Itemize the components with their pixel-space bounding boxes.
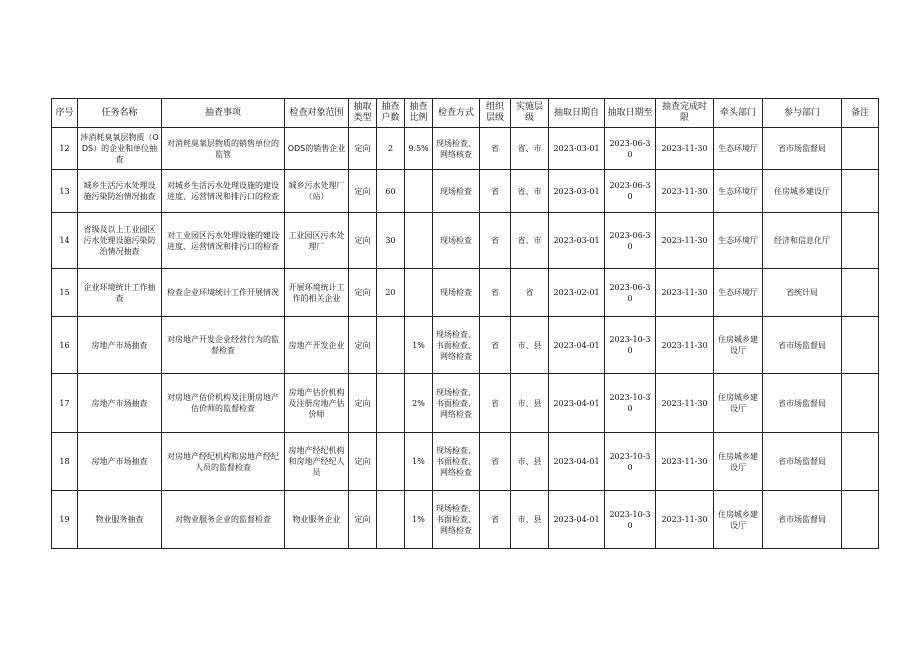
cell-method: 现场检查: [433, 269, 480, 317]
cell-task: 省级及以上工业园区污水处理设施污染防治情况抽查: [78, 213, 162, 269]
cell-count: 30: [377, 213, 405, 269]
cell-start: 2023-04-01: [549, 491, 605, 549]
header-partner: 参与部门: [763, 99, 842, 128]
cell-level: 省: [480, 170, 511, 213]
header-scope: 检查对象范围: [285, 99, 349, 128]
cell-scope: 开展环境统计工作的相关企业: [285, 269, 349, 317]
cell-note: [842, 491, 879, 549]
cell-seq: 16: [52, 317, 78, 374]
table-row: [52, 433, 879, 491]
cell-scope: 工业园区污水处理厂: [285, 213, 349, 269]
cell-deadline: 2023-11-30: [656, 128, 714, 170]
cell-deadline: 2023-11-30: [656, 374, 714, 433]
cell-count: 60: [377, 170, 405, 213]
cell-ratio: 9.5%: [405, 128, 433, 170]
cell-count: [377, 433, 405, 491]
cell-ratio: [405, 170, 433, 213]
cell-lead: 住房城乡建设厅: [714, 374, 763, 433]
cell-level: 省: [480, 374, 511, 433]
cell-method: 现场检查、书面检查、网络检查: [433, 374, 480, 433]
table-row: [52, 128, 879, 170]
cell-start: 2023-04-01: [549, 374, 605, 433]
cell-seq: 17: [52, 374, 78, 433]
cell-ratio: 1%: [405, 317, 433, 374]
cell-method: 现场检查: [433, 170, 480, 213]
cell-start: 2023-04-01: [549, 433, 605, 491]
table-row: [52, 491, 879, 549]
cell-end: 2023-10-30: [605, 317, 656, 374]
table-row: [52, 269, 879, 317]
cell-impl: 市、县: [511, 433, 549, 491]
cell-item: 对城乡生活污水处理设施的建设进度、运营情况和排污口的检查: [162, 170, 285, 213]
cell-level: 省: [480, 128, 511, 170]
cell-item: 检查企业环境统计工作开展情况: [162, 269, 285, 317]
cell-impl: 省、市: [511, 213, 549, 269]
cell-level: 省: [480, 491, 511, 549]
cell-lead: 生态环境厅: [714, 213, 763, 269]
cell-impl: 市、县: [511, 374, 549, 433]
inspection-table: [51, 98, 879, 549]
cell-scope: 城乡污水处理厂（站）: [285, 170, 349, 213]
cell-item: 对物业服务企业的监督检查: [162, 491, 285, 549]
cell-deadline: 2023-11-30: [656, 317, 714, 374]
header-note: 备注: [842, 99, 879, 128]
cell-seq: 13: [52, 170, 78, 213]
header-count: 抽查户数: [377, 99, 405, 128]
cell-partner: 省统计局: [763, 269, 842, 317]
cell-level: 省: [480, 433, 511, 491]
cell-note: [842, 374, 879, 433]
cell-lead: 住房城乡建设厅: [714, 317, 763, 374]
cell-task: 房地产市场抽查: [78, 374, 162, 433]
cell-scope: 房地产经纪机构和房地产经纪人员: [285, 433, 349, 491]
cell-method: 现场检查、书面检查、网络检查: [433, 317, 480, 374]
table-row: [52, 317, 879, 374]
cell-lead: 生态环境厅: [714, 269, 763, 317]
cell-ratio: [405, 269, 433, 317]
cell-note: [842, 170, 879, 213]
cell-seq: 18: [52, 433, 78, 491]
cell-partner: 省市场监督局: [763, 317, 842, 374]
cell-deadline: 2023-11-30: [656, 213, 714, 269]
header-end: 抽取日期至: [605, 99, 656, 128]
header-deadline: 抽查完成时限: [656, 99, 714, 128]
cell-partner: 省市场监督局: [763, 374, 842, 433]
cell-partner: 经济和信息化厅: [763, 213, 842, 269]
cell-task: 城乡生活污水处理设施污染防治情况抽查: [78, 170, 162, 213]
cell-task: 房地产市场抽查: [78, 433, 162, 491]
cell-task: 房地产市场抽查: [78, 317, 162, 374]
cell-deadline: 2023-11-30: [656, 269, 714, 317]
cell-count: [377, 317, 405, 374]
cell-impl: 市、县: [511, 317, 549, 374]
cell-lead: 住房城乡建设厅: [714, 491, 763, 549]
cell-item: 对房地产开发企业经营行为的监督检查: [162, 317, 285, 374]
cell-method: 现场检查、书面检查、网络检查: [433, 433, 480, 491]
header-item: 抽查事项: [162, 99, 285, 128]
header-task: 任务名称: [78, 99, 162, 128]
cell-count: [377, 374, 405, 433]
cell-scope: 物业服务企业: [285, 491, 349, 549]
cell-seq: 19: [52, 491, 78, 549]
cell-type: 定向: [349, 128, 377, 170]
cell-count: 2: [377, 128, 405, 170]
cell-item: 对房地产经纪机构和房地产经纪人员的监督检查: [162, 433, 285, 491]
cell-item: 对消耗臭氧层物质的销售单位的监管: [162, 128, 285, 170]
cell-end: 2023-10-30: [605, 374, 656, 433]
cell-note: [842, 269, 879, 317]
header-impl: 实施层级: [511, 99, 549, 128]
cell-method: 现场检查、书面检查、网络检查: [433, 491, 480, 549]
header-method: 检查方式: [433, 99, 480, 128]
cell-type: 定向: [349, 491, 377, 549]
cell-ratio: 1%: [405, 433, 433, 491]
cell-start: 2023-04-01: [549, 317, 605, 374]
cell-ratio: 2%: [405, 374, 433, 433]
cell-partner: 省市场监督局: [763, 433, 842, 491]
cell-task: 涉消耗臭氧层物质（ODS）的企业和单位抽查: [78, 128, 162, 170]
cell-impl: 省: [511, 269, 549, 317]
cell-lead: 生态环境厅: [714, 128, 763, 170]
cell-type: 定向: [349, 269, 377, 317]
header-row: [52, 99, 879, 128]
cell-impl: 省、市: [511, 170, 549, 213]
cell-type: 定向: [349, 213, 377, 269]
cell-note: [842, 213, 879, 269]
cell-impl: 省、市: [511, 128, 549, 170]
cell-task: 企业环境统计工作抽查: [78, 269, 162, 317]
cell-item: 对房地产估价机构及注册房地产估价师的监督检查: [162, 374, 285, 433]
cell-deadline: 2023-11-30: [656, 433, 714, 491]
cell-type: 定向: [349, 374, 377, 433]
cell-partner: 省市场监督局: [763, 491, 842, 549]
header-level: 组织层级: [480, 99, 511, 128]
cell-count: [377, 491, 405, 549]
cell-note: [842, 317, 879, 374]
table-row: [52, 213, 879, 269]
cell-method: 现场检查: [433, 213, 480, 269]
cell-deadline: 2023-11-30: [656, 170, 714, 213]
cell-scope: 房地产开发企业: [285, 317, 349, 374]
cell-seq: 12: [52, 128, 78, 170]
cell-method: 现场检查、网络核查: [433, 128, 480, 170]
cell-end: 2023-06-30: [605, 128, 656, 170]
cell-end: 2023-06-30: [605, 213, 656, 269]
cell-partner: 住房城乡建设厅: [763, 170, 842, 213]
cell-type: 定向: [349, 317, 377, 374]
cell-count: 20: [377, 269, 405, 317]
cell-end: 2023-06-30: [605, 269, 656, 317]
cell-start: 2023-03-01: [549, 213, 605, 269]
cell-ratio: 1%: [405, 491, 433, 549]
cell-type: 定向: [349, 170, 377, 213]
cell-item: 对工业园区污水处理设施的建设进度、运营情况和排污口的检查: [162, 213, 285, 269]
cell-end: 2023-06-30: [605, 170, 656, 213]
header-type: 抽取类型: [349, 99, 377, 128]
header-seq: 序号: [52, 99, 78, 128]
cell-end: 2023-10-30: [605, 491, 656, 549]
cell-start: 2023-03-01: [549, 170, 605, 213]
cell-note: [842, 128, 879, 170]
cell-seq: 15: [52, 269, 78, 317]
cell-level: 省: [480, 213, 511, 269]
cell-scope: ODS的销售企业: [285, 128, 349, 170]
cell-impl: 市、县: [511, 491, 549, 549]
header-start: 抽取日期自: [549, 99, 605, 128]
cell-type: 定向: [349, 433, 377, 491]
cell-level: 省: [480, 269, 511, 317]
table-row: [52, 374, 879, 433]
cell-start: 2023-03-01: [549, 128, 605, 170]
table-row: [52, 170, 879, 213]
cell-start: 2023-02-01: [549, 269, 605, 317]
cell-ratio: [405, 213, 433, 269]
cell-deadline: 2023-11-30: [656, 491, 714, 549]
cell-task: 物业服务抽查: [78, 491, 162, 549]
cell-seq: 14: [52, 213, 78, 269]
cell-note: [842, 433, 879, 491]
header-lead: 牵头部门: [714, 99, 763, 128]
cell-partner: 省市场监督局: [763, 128, 842, 170]
header-ratio: 抽查比例: [405, 99, 433, 128]
cell-lead: 生态环境厅: [714, 170, 763, 213]
cell-end: 2023-10-30: [605, 433, 656, 491]
cell-lead: 住房城乡建设厅: [714, 433, 763, 491]
cell-scope: 房地产估价机构及注册房地产估价师: [285, 374, 349, 433]
cell-level: 省: [480, 317, 511, 374]
